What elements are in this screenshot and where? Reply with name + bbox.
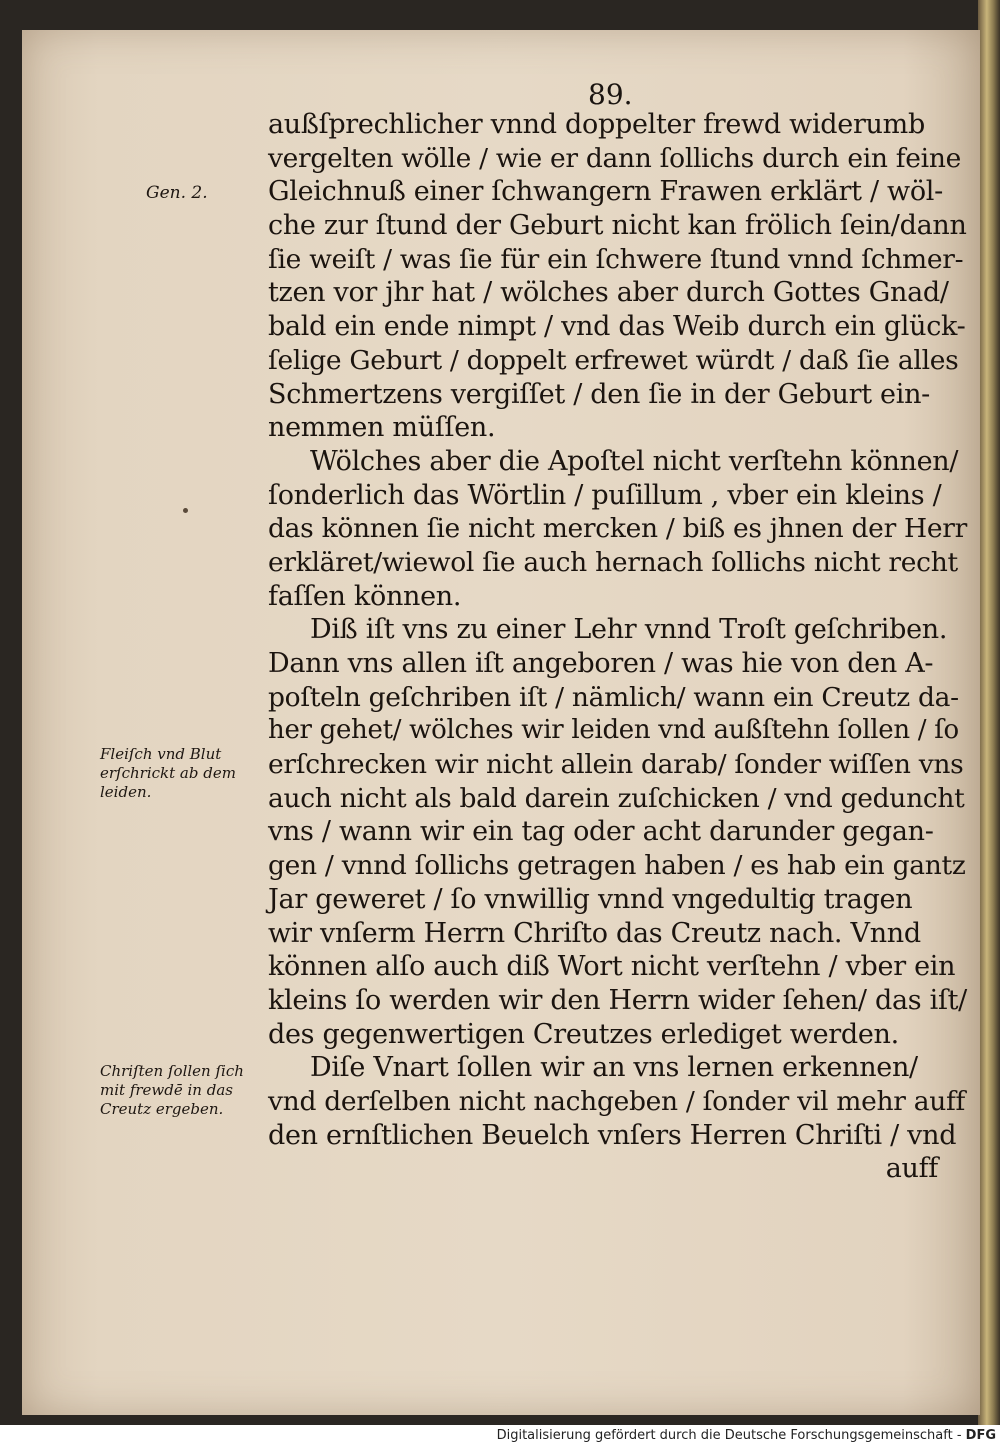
ink-speck [183,508,188,513]
text-line: Diß iſt vns zu einer Lehr vnnd Troſt geſchriben. [310,614,948,646]
text-line: ſie weiſt / was ſie für ein ſchwere ſtund vnnd ſchmer- [268,243,964,275]
text-line: tzen vor jhr hat / wölches aber durch Gottes Gnad/ [268,277,949,309]
text-line: Jar geweret / ſo vnwillig vnnd vngedultig tragen [268,883,913,915]
text-line: das können ſie nicht mercken / biß es jhnen der Herr [268,513,967,545]
text-line: Wölches aber die Apoſtel nicht verſtehn können/ [310,445,959,477]
margin-note-flesh-blood [100,745,260,802]
book-edge [978,0,1000,1425]
text-line: faſſen können. [268,580,462,612]
dfg-logo: DFG [965,1428,996,1443]
text-line: den ernſtlichen Beuelch vnſers Herren Chriſti / vnd [268,1119,957,1151]
text-line: nemmen müſſen. [268,412,496,444]
text-line: ſelige Geburt / doppelt erfrewet würdt / daß ſie alles [268,344,959,376]
text-line: vnd derſelben nicht nachgeben / ſonder vil mehr auff [268,1085,966,1117]
text-line: Diſe Vnart ſollen wir an vns lernen erkennen/ [310,1052,918,1084]
body-text [268,108,968,1186]
margin-note-line: mit frewdē in das [100,1081,233,1099]
text-line: erſchrecken wir nicht allein darab/ ſonder wiſſen vns [268,749,964,781]
text-line: bald ein ende nimpt / vnd das Weib durch ein glück- [268,311,966,343]
text-line: können alſo auch diß Wort nicht verſtehn / vber ein [268,951,956,983]
margin-note-line: Creutz ergeben. [100,1100,224,1118]
text-line: kleins ſo werden wir den Herrn wider ſehen/ das iſt/ [268,984,967,1016]
text-line: vns / wann wir ein tag oder acht darunder gegan- [268,816,934,848]
page-number: 89. [588,78,633,111]
text-line: außſprechlicher vnnd doppelter frewd widerumb [268,109,925,140]
text-line: gen / vnnd ſollichs getragen haben / es hab ein gantz [268,850,966,882]
footer-text: Digitalisierung gefördert durch die Deutsche Forschungsgemeinschaft - [496,1428,966,1443]
text-line: che zur ſtund der Geburt nicht kan frölich ſein/dann [268,210,967,242]
margin-note-line: Chriſten ſollen ſich [100,1062,244,1080]
text-line: her gehet/ wölches wir leiden vnd außſtehn ſollen / ſo [268,715,959,746]
text-line: wir vnſerm Herrn Chriſto das Creutz nach. Vnnd [268,917,921,949]
text-line: Gleichnuß einer ſchwangern Frawen erklärt / wöl- [268,176,943,208]
text-line: erkläret/wiewol ſie auch hernach ſollichs nicht recht [268,546,958,578]
margin-note-line: leiden. [100,783,152,801]
margin-note-line: erſchrickt ab dem [100,764,236,782]
text-line: vergelten wölle / wie er dann ſollichs durch ein feine [268,142,961,174]
catchword: auff [885,1153,938,1185]
text-line: ſonderlich das Wörtlin / puſillum , vber ein kleins / [268,479,942,511]
text-line: des gegenwertigen Creutzes erlediget werden. [268,1018,899,1050]
footer-credit [497,1428,996,1443]
margin-note-line: Fleiſch vnd Blut [100,745,222,763]
margin-note-genesis: Gen. 2. [146,183,208,203]
margin-note-christians [100,1062,265,1119]
text-line: Dann vns allen iſt angeboren / was hie von den A- [268,648,934,679]
text-line: Schmertzens vergiſſet / den ſie in der Geburt ein- [268,378,930,410]
text-line: auch nicht als bald darein zuſchicken / vnd geduncht [268,782,965,814]
text-line: poſteln geſchriben iſt / nämlich/ wann ein Creutz da- [268,681,959,713]
